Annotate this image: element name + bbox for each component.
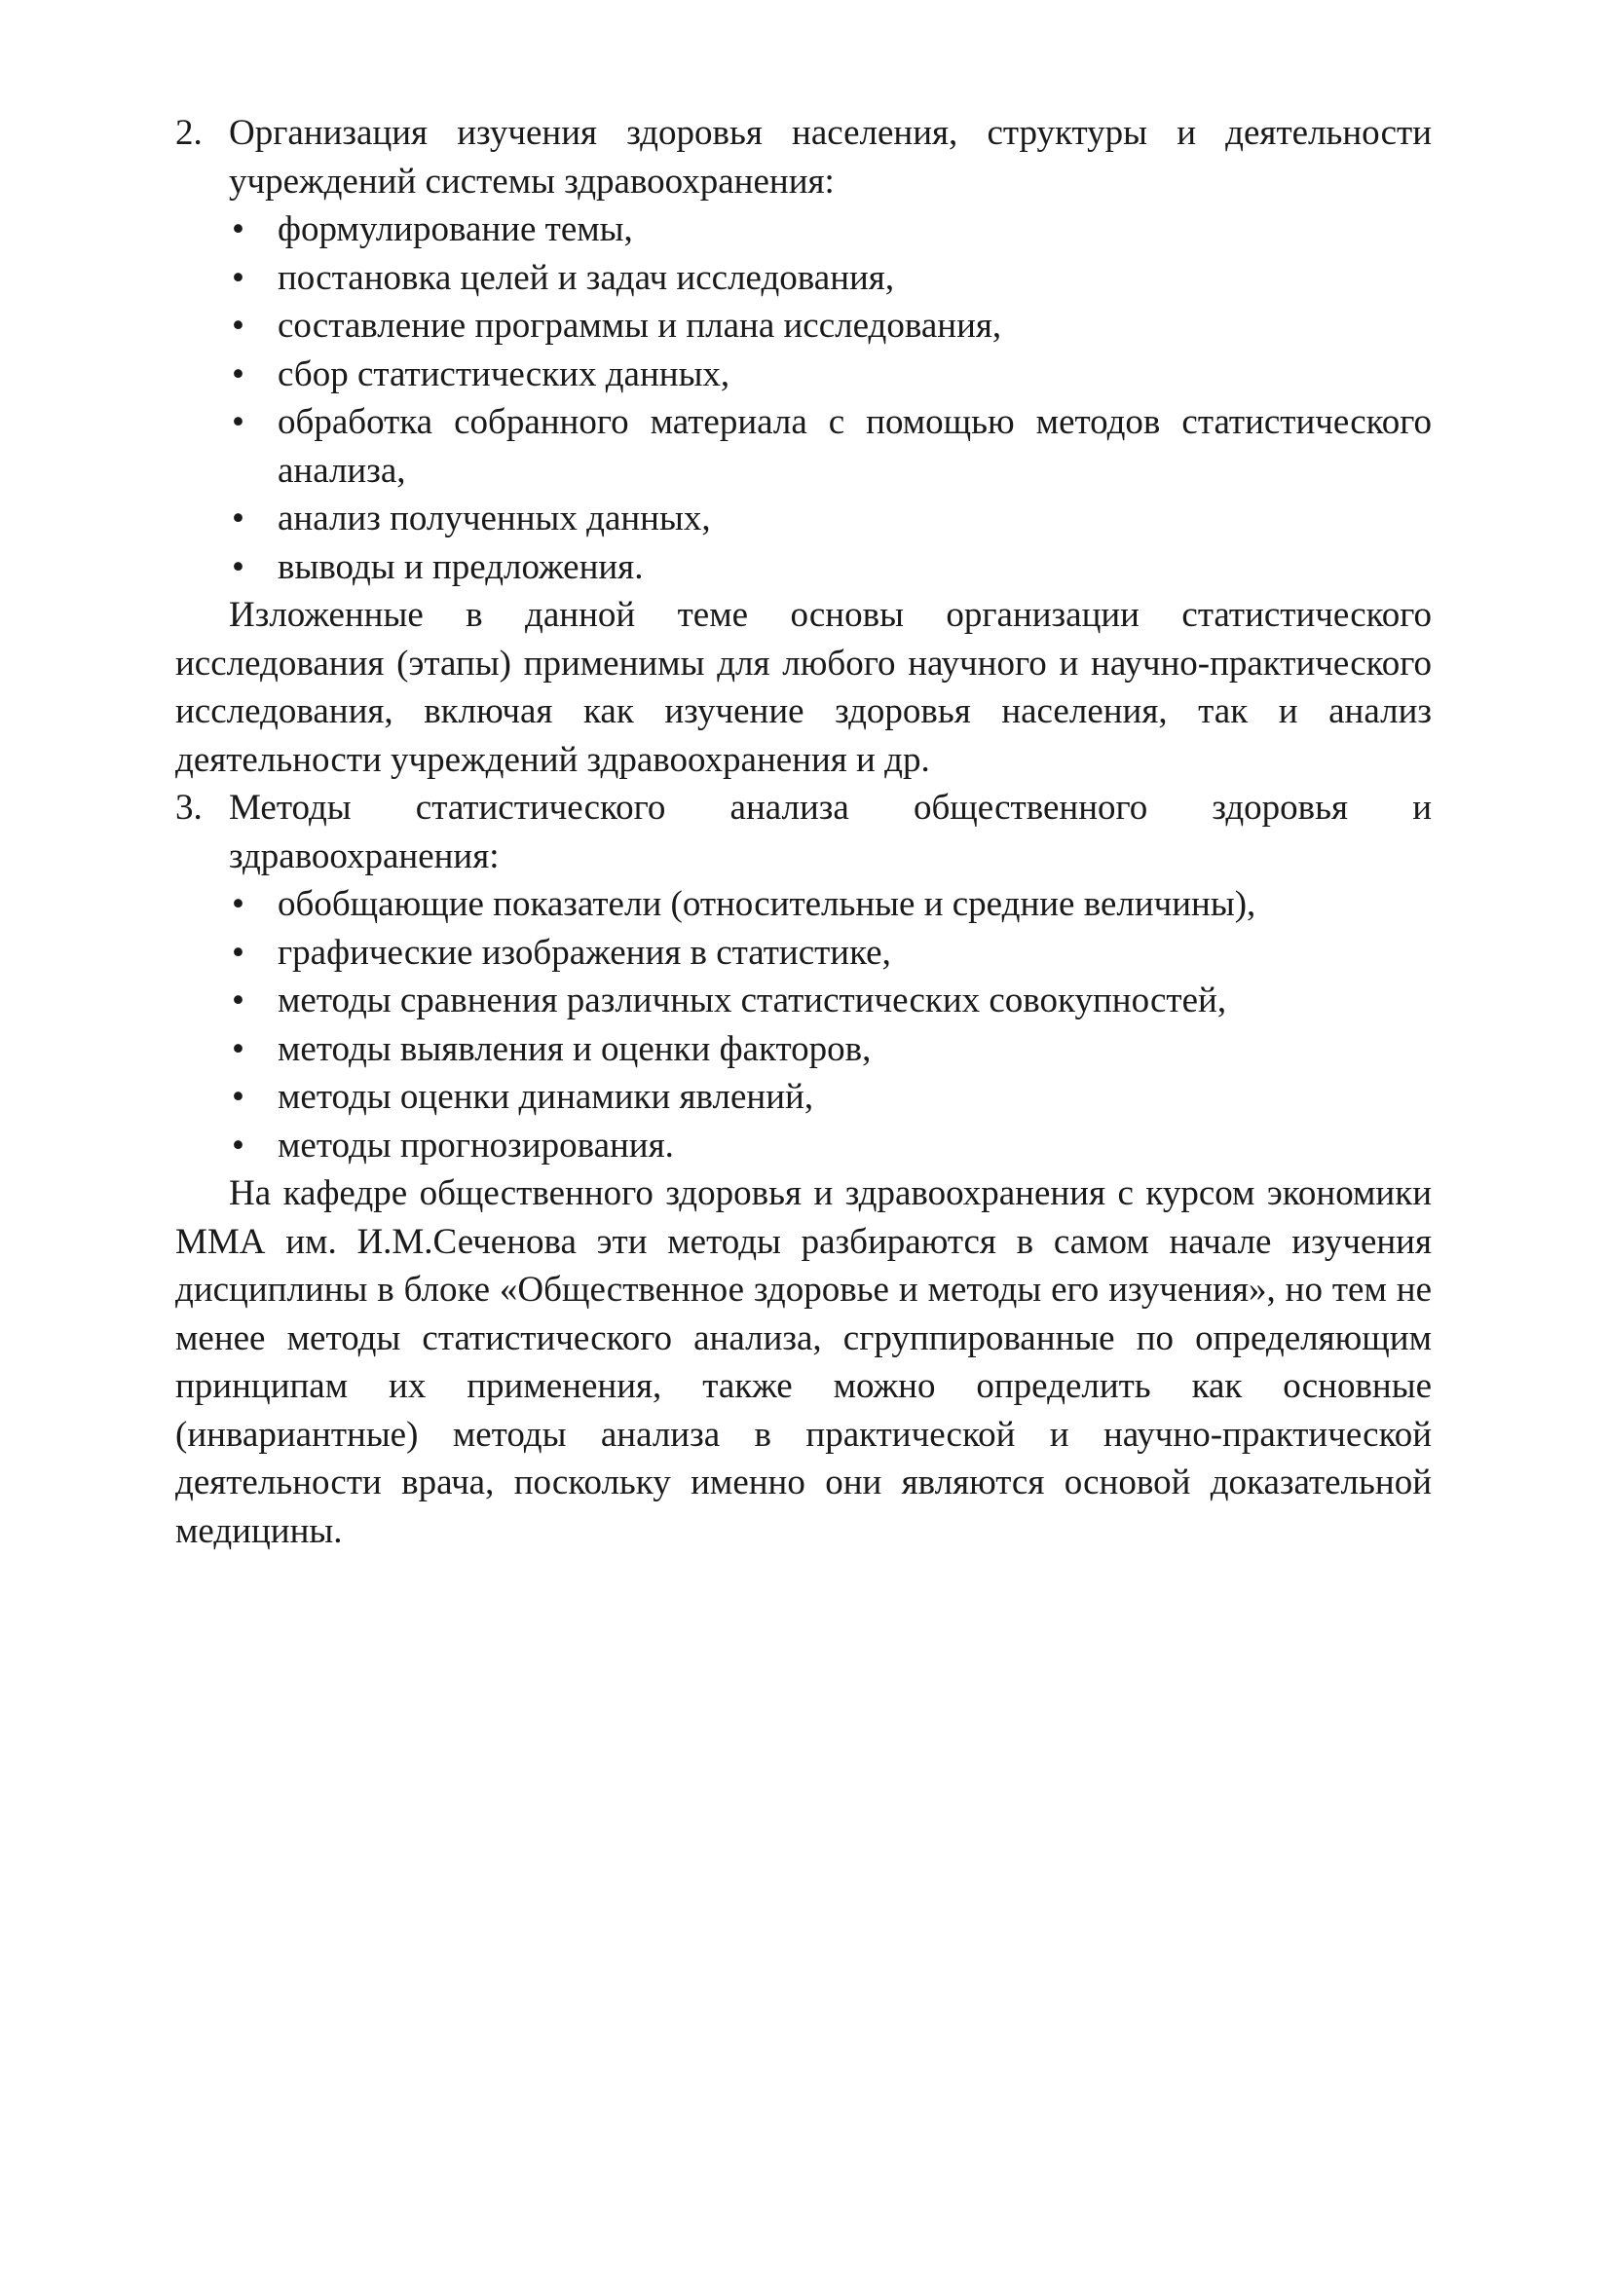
list-item xyxy=(229,929,1432,978)
bullet-list xyxy=(229,880,1432,1169)
list-item-text: обобщающие показатели (относительные и средние величины), xyxy=(278,884,1256,924)
item-number: 3. xyxy=(175,788,203,828)
list-item xyxy=(229,1122,1432,1170)
document-page xyxy=(175,109,1432,1555)
item-number: 2. xyxy=(175,113,203,153)
list-item-text: анализ полученных данных, xyxy=(278,499,711,538)
list-item xyxy=(229,1025,1432,1074)
bullet-icon: • xyxy=(232,981,244,1020)
bullet-icon: • xyxy=(232,546,244,587)
list-item xyxy=(229,351,1432,399)
list-item xyxy=(229,880,1432,929)
item-heading: Организация изучения здоровья населения, структуры и деятельности учреждений системы здравоохранения: xyxy=(229,113,1432,202)
bullet-icon: • xyxy=(232,1028,244,1069)
item-body xyxy=(229,784,1432,1169)
list-item xyxy=(229,398,1432,495)
bullet-list xyxy=(229,205,1432,591)
list-item-text: выводы и предложения. xyxy=(278,546,644,587)
bullet-icon: • xyxy=(232,402,244,442)
list-item-text: методы оценки динамики явлений, xyxy=(278,1077,814,1117)
item-body xyxy=(229,109,1432,591)
bullet-icon: • xyxy=(232,499,244,538)
list-item xyxy=(229,254,1432,303)
list-item-text: постановка целей и задач исследования, xyxy=(278,257,895,298)
list-item xyxy=(229,205,1432,254)
body-paragraph: На кафедре общественного здоровья и здравоохранения с курсом экономики ММА им. И.М.Сеченова эти методы разбираются в самом начале изучения дисциплины в блоке «Общественное здоровье и методы его изучения», но тем не менее методы статистического анализа, сгруппированные по определяющим принципам их применения, также можно определить как основные (инвариантные) методы анализа в практической и научно-практической деятельности врача, поскольку именно они являются основой доказательной медицины. xyxy=(175,1173,1432,1551)
list-item-text: обработка собранного материала с помощью методов статистического анализа, xyxy=(278,402,1432,491)
numbered-item-2 xyxy=(175,109,1432,591)
bullet-icon: • xyxy=(232,884,244,924)
item-heading: Методы статистического анализа общественного здоровья и здравоохранения: xyxy=(229,788,1432,876)
bullet-icon: • xyxy=(232,257,244,298)
numbered-item-3 xyxy=(175,784,1432,1169)
bullet-icon: • xyxy=(232,932,244,973)
list-item xyxy=(229,543,1432,592)
body-paragraph: Изложенные в данной теме основы организации статистического исследования (этапы) применимы для любого научного и научно-практического исследования, включая как изучение здоровья населения, так и анализ деятельности учреждений здравоохранения и др. xyxy=(175,595,1432,780)
bullet-icon: • xyxy=(232,353,244,394)
list-item-text: составление программы и плана исследования, xyxy=(278,306,1002,346)
list-item xyxy=(229,302,1432,351)
bullet-icon: • xyxy=(232,306,244,346)
list-item-text: сбор статистических данных, xyxy=(278,353,730,394)
list-item xyxy=(229,495,1432,543)
list-item xyxy=(229,977,1432,1025)
list-item xyxy=(229,1073,1432,1122)
bullet-icon: • xyxy=(232,1077,244,1117)
bullet-icon: • xyxy=(232,1125,244,1166)
list-item-text: методы выявления и оценки факторов, xyxy=(278,1028,872,1069)
list-item-text: методы сравнения различных статистических совокупностей, xyxy=(278,981,1227,1020)
list-item-text: методы прогнозирования. xyxy=(278,1125,674,1166)
list-item-text: формулирование темы, xyxy=(278,209,633,249)
list-item-text: графические изображения в статистике, xyxy=(278,932,891,973)
bullet-icon: • xyxy=(232,209,244,249)
